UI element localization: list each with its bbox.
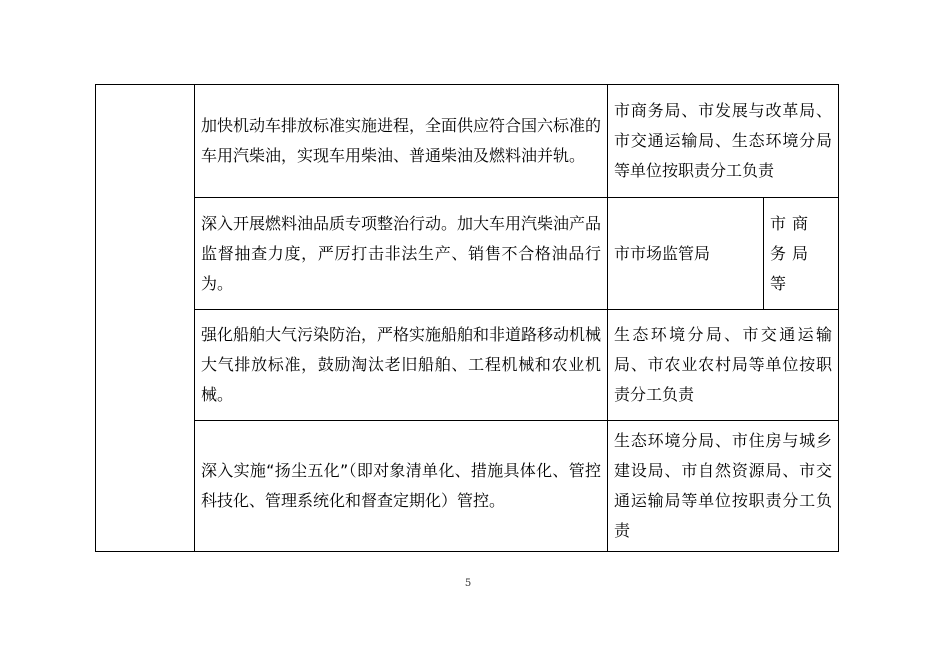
department-cell: 市市场监管局 [608,198,764,310]
department-cell: 生态环境分局、市交通运输局、市农业农村局等单位按职责分工负责 [608,310,839,421]
measure-cell: 深入实施“扬尘五化”（即对象清单化、措施具体化、管控科技化、管理系统化和督查定期化）管控。 [195,421,608,552]
page-number: 5 [464,578,472,589]
table-row [96,85,839,198]
table-row [96,198,839,310]
measure-cell: 深入开展燃料油品质专项整治行动。加大车用汽柴油产品监督抽查力度，严厉打击非法生产、销售不合格油品行为。 [195,198,608,310]
category-cell [96,85,195,552]
table-row [96,310,839,421]
department-cell: 生态环境分局、市住房与城乡建设局、市自然资源局、市交通运输局等单位按职责分工负责 [608,421,839,552]
measures-table [95,84,839,552]
table-row [96,421,839,552]
measure-cell: 加快机动车排放标准实施进程，全面供应符合国六标准的车用汽柴油，实现车用柴油、普通柴油及燃料油并轨。 [195,85,608,198]
department-extra-cell: 市商务局等 [764,198,839,310]
department-cell: 市商务局、市发展与改革局、市交通运输局、生态环境分局等单位按职责分工负责 [608,85,839,198]
measure-cell: 强化船舶大气污染防治，严格实施船舶和非道路移动机械大气排放标准，鼓励淘汰老旧船舶、工程机械和农业机械。 [195,310,608,421]
